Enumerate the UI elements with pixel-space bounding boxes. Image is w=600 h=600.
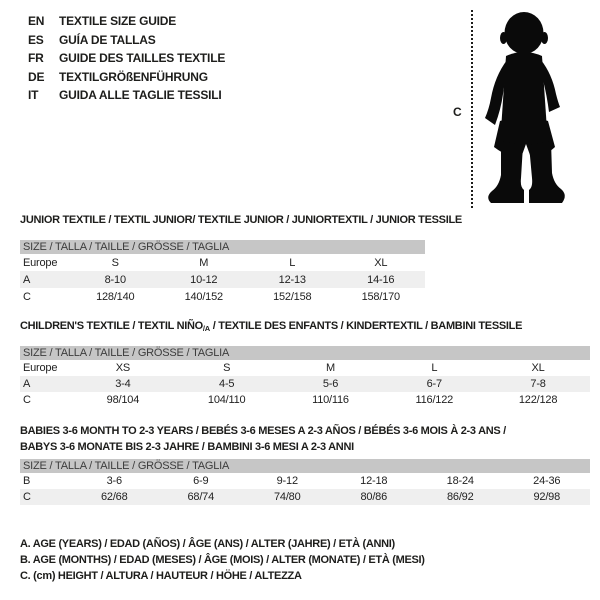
row-label: C (23, 394, 31, 406)
lang-row-es (28, 31, 225, 50)
value-cell: 14-16 (367, 273, 395, 286)
lang-title: GUÍA DE TALLAS (59, 32, 156, 47)
row-label: C (23, 290, 31, 303)
value-cell: 4-5 (219, 378, 235, 390)
junior-section-heading: JUNIOR TEXTILE / TEXTIL JUNIOR/ TEXTILE JUNIOR / JUNIORTEXTIL / JUNIOR TESSILE (20, 214, 462, 226)
size-cell: S (111, 256, 119, 269)
value-cell: 24-36 (533, 475, 561, 487)
value-cell: 5-6 (322, 378, 339, 390)
lang-code: ES (28, 32, 44, 47)
lang-title: TEXTILGRÖßENFÜHRUNG (59, 69, 208, 84)
value-cell: 62/68 (100, 491, 128, 503)
babies-section-heading-line1: BABIES 3-6 MONTH TO 2-3 YEARS / BEBÉS 3-6 MESES A 2-3 AÑOS / BÉBÉS 3-6 MOIS À 2-3 ANS / (20, 425, 506, 437)
babies-size-table (20, 459, 590, 505)
row-label: B (23, 475, 31, 487)
value-cell: 140/152 (184, 290, 223, 303)
size-cell: XL (374, 256, 388, 269)
value-cell: 86/92 (446, 491, 474, 503)
row-label: Europe (23, 362, 58, 374)
children-size-bar: SIZE / TALLA / TAILLE / GRÖSSE / TAGLIA (20, 346, 590, 360)
value-cell: 10-12 (190, 273, 218, 286)
lang-code: DE (28, 69, 45, 84)
lang-title: GUIDA ALLE TAGLIE TESSILI (59, 88, 222, 103)
row-label: A (23, 378, 31, 390)
value-cell: 12-13 (278, 273, 306, 286)
lang-title: TEXTILE SIZE GUIDE (59, 14, 177, 28)
size-cell: L (289, 256, 296, 269)
value-cell: 9-12 (276, 475, 298, 487)
note-age-months: B. AGE (MONTHS) / EDAD (MESES) / ÂGE (MOIS) / ALTER (MONATE) / ETÀ (MESI) (20, 554, 425, 567)
height-measure-dotted-line (471, 10, 473, 208)
value-cell: 98/104 (106, 394, 140, 406)
value-cell: 104/110 (207, 394, 246, 406)
children-size-table (20, 346, 590, 408)
junior-row-age (20, 271, 425, 288)
value-cell: 152/158 (273, 290, 312, 303)
junior-size-bar: SIZE / TALLA / TAILLE / GRÖSSE / TAGLIA (20, 240, 425, 254)
lang-row-fr (28, 49, 225, 68)
babies-section-heading-line2: BABYS 3-6 MONATE BIS 2-3 JAHRE / BAMBINI 3-6 MESI A 2-3 ANNI (20, 441, 354, 453)
junior-size-table (20, 240, 425, 305)
lang-code: FR (28, 51, 44, 66)
value-cell: 7-8 (530, 378, 546, 390)
value-cell: 116/122 (415, 394, 454, 406)
lang-row-en (28, 12, 225, 31)
value-cell: 158/170 (361, 290, 400, 303)
babies-size-bar: SIZE / TALLA / TAILLE / GRÖSSE / TAGLIA (20, 459, 590, 473)
children-heading-subscript: /A (202, 324, 210, 333)
value-cell: 3-6 (106, 475, 122, 487)
size-cell: S (223, 362, 231, 374)
size-cell: L (431, 362, 438, 374)
value-cell: 8-10 (104, 273, 126, 286)
baby-silhouette-image (478, 8, 570, 210)
value-cell: 128/140 (96, 290, 135, 303)
lang-code: EN (28, 14, 45, 28)
value-cell: 110/116 (312, 394, 349, 406)
legend-notes (20, 536, 425, 585)
size-cell: XL (531, 362, 545, 374)
size-cell: M (326, 362, 335, 374)
value-cell: 74/80 (273, 491, 301, 503)
height-measure-label: C (453, 105, 462, 119)
babies-row-age (20, 473, 590, 489)
value-cell: 92/98 (533, 491, 561, 503)
note-age-years: A. AGE (YEARS) / EDAD (AÑOS) / ÂGE (ANS) / ALTER (JAHRE) / ETÀ (ANNI) (20, 538, 395, 550)
children-section-heading (20, 320, 522, 333)
language-list (28, 12, 225, 105)
value-cell: 12-18 (360, 475, 388, 487)
value-cell: 80/86 (360, 491, 388, 503)
value-cell: 68/74 (187, 491, 215, 503)
value-cell: 6-9 (193, 475, 209, 487)
lang-title: GUIDE DES TAILLES TEXTILE (59, 51, 226, 66)
size-cell: M (199, 256, 209, 269)
lang-row-de (28, 68, 225, 87)
size-cell: XS (115, 362, 131, 374)
value-cell: 3-4 (115, 378, 131, 390)
row-label: Europe (23, 256, 58, 269)
value-cell: 18-24 (446, 475, 474, 487)
row-label: C (23, 491, 31, 503)
children-row-height (20, 392, 590, 408)
children-heading-prefix: CHILDREN'S TEXTILE / TEXTIL NIÑO (20, 320, 203, 332)
lang-row-it (28, 86, 225, 105)
value-cell: 122/128 (518, 394, 558, 406)
children-header-row (20, 360, 590, 376)
junior-row-height (20, 288, 425, 305)
junior-header-row (20, 254, 425, 271)
children-row-age (20, 376, 590, 392)
note-height-cm: C. (cm) HEIGHT / ALTURA / HAUTEUR / HÖHE / ALTEZZA (20, 570, 302, 583)
row-label: A (23, 273, 31, 286)
children-heading-suffix: / TEXTILE DES ENFANTS / KINDERTEXTIL / BAMBINI TESSILE (210, 320, 523, 332)
babies-row-height (20, 489, 590, 505)
value-cell: 6-7 (426, 378, 442, 390)
lang-code: IT (28, 88, 39, 103)
